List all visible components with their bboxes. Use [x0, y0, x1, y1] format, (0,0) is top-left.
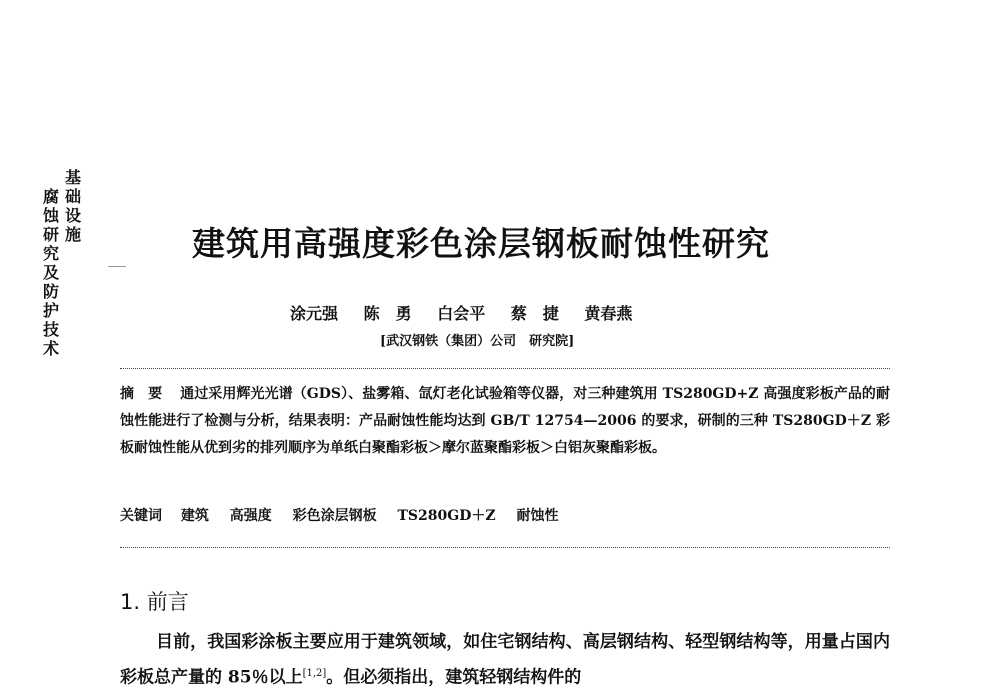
sidebar-journal-section-label: 腐蚀研究及防护技术: [42, 187, 59, 358]
keyword: 耐蚀性: [516, 508, 559, 524]
paper-title: 建筑用高强度彩色涂层钢板耐蚀性研究: [192, 224, 770, 263]
author-name: 蔡 捷: [510, 304, 559, 323]
author-name: 黄春燕: [584, 304, 633, 323]
scan-mark: [108, 266, 126, 267]
citation-reference: [1,2]: [302, 668, 327, 679]
author-list: [290, 301, 720, 324]
keyword: TS280GD＋Z: [397, 508, 496, 524]
body-paragraph: [120, 626, 890, 694]
abstract-block: [120, 381, 890, 462]
author-name: 白会平: [437, 304, 486, 323]
keywords-line: [120, 505, 890, 525]
keyword: 彩色涂层钢板: [292, 508, 377, 524]
keywords-label: 关键词: [120, 508, 162, 524]
keyword: 高强度: [229, 508, 272, 524]
author-name: 陈 勇: [363, 304, 412, 323]
dotted-divider-top: [120, 368, 890, 369]
keyword: 建筑: [180, 508, 209, 524]
section-heading: 1. 前言: [120, 590, 189, 614]
abstract-text: 通过采用辉光光谱（GDS）、盐雾箱、氙灯老化试验箱等仪器，对三种建筑用 TS280GD+Z 高强度彩板产品的耐蚀性能进行了检测与分析，结果表明：产品耐蚀性能均达到 GB/T 12754—2006 的要求，研制的三种 TS280GD＋Z 彩板耐蚀性能从优到劣的排列顺序为单纸白聚酯彩板＞摩尔蓝聚酯彩板＞白铝灰聚酯彩板。: [120, 386, 890, 456]
sidebar-journal-column-label: 基础设施: [64, 168, 81, 244]
paragraph-text-continued: 。但必须指出，建筑轻钢结构件的: [326, 667, 582, 688]
dotted-divider-bottom: [120, 547, 890, 548]
author-affiliation: [武汉钢铁（集团）公司 研究院]: [380, 334, 575, 349]
abstract-label: 摘要: [120, 386, 177, 402]
author-name: 涂元强: [290, 304, 339, 323]
paragraph-text: 目前，我国彩涂板主要应用于建筑领域，如住宅钢结构、高层钢结构、轻型钢结构等，用量占国内彩板总产量的 85％以上: [120, 632, 890, 688]
